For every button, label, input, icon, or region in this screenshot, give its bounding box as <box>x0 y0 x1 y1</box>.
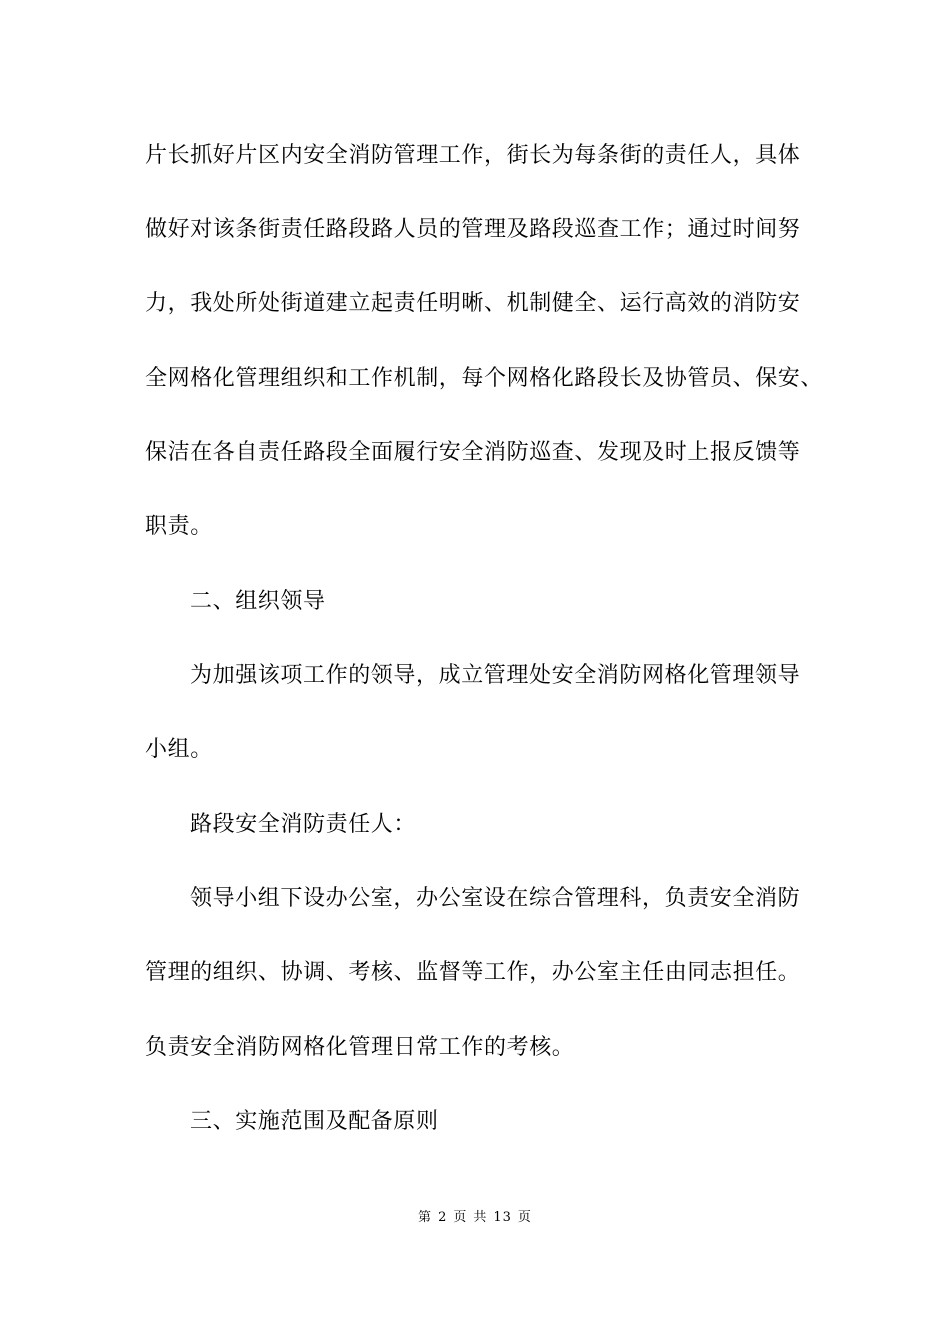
footer-total-pages: 13 <box>493 1210 512 1225</box>
section-heading-organization: 二、组织领导 <box>190 589 326 614</box>
footer-total-prefix: 共 <box>473 1210 488 1225</box>
section-heading-scope: 三、实施范围及配备原则 <box>190 1109 439 1134</box>
footer-total-suffix: 页 <box>517 1210 532 1225</box>
paragraph-line-2: 做好对该条街责任路段路人员的管理及路段巡查工作；通过时间努 <box>145 217 801 242</box>
paragraph-line-9: 路段安全消防责任人： <box>190 812 417 837</box>
paragraph-line-3: 力，我处所处街道建立起责任明晰、机制健全、运行高效的消防安 <box>145 291 801 316</box>
paragraph-line-12: 负责安全消防网格化管理日常工作的考核。 <box>145 1035 575 1060</box>
footer-current-page: 2 <box>438 1210 448 1225</box>
paragraph-line-1: 片长抓好片区内安全消防管理工作，街长为每条街的责任人，具体 <box>145 143 801 168</box>
page-footer <box>0 1208 950 1228</box>
footer-page-word: 页 <box>453 1210 468 1225</box>
paragraph-line-4: 全网格化管理组织和工作机制，每个网格化路段长及协管员、保安、 <box>145 366 824 391</box>
paragraph-line-6: 职责。 <box>145 514 213 539</box>
paragraph-line-5: 保洁在各自责任路段全面履行安全消防巡查、发现及时上报反馈等 <box>145 440 801 465</box>
footer-page-prefix: 第 <box>418 1210 433 1225</box>
paragraph-line-11: 管理的组织、协调、考核、监督等工作，办公室主任由同志担任。 <box>145 960 801 985</box>
paragraph-line-8: 小组。 <box>145 737 213 762</box>
paragraph-line-7: 为加强该项工作的领导，成立管理处安全消防网格化管理领导 <box>190 663 801 688</box>
paragraph-line-10: 领导小组下设办公室，办公室设在综合管理科，负责安全消防 <box>190 886 801 911</box>
